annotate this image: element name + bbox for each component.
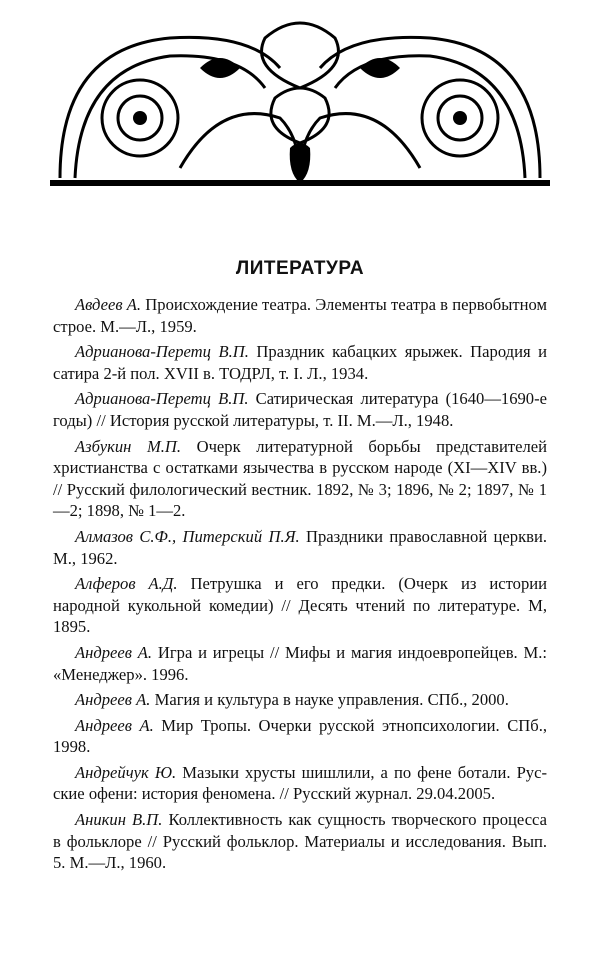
entry-author: Андреев А. (75, 690, 151, 710)
entry-text: Сатирическая литература (1640—1690-е годы) // История русской литературы, т. II. М.—Л., 1948. (53, 389, 547, 430)
entry-author: Адрианова-Перетц В.П. (75, 342, 249, 362)
bibliography-list (53, 294, 547, 878)
bibliography-entry (53, 294, 547, 337)
bibliography-entry (53, 715, 547, 758)
bibliography-entry (53, 341, 547, 384)
entry-text: Мазыки хрусты шишлили, а по фене ботали. Русские офени: история феномена. // Русский журнал. 29.04.2005. (53, 762, 547, 804)
entry-author: Авдеев А. (75, 295, 142, 314)
bibliography-entry (53, 573, 547, 638)
entry-text: Очерк литературной борьбы представителей христианства с остатками язычества в русском народе (XI—XIV вв.) // Русский филологический вестник. 1892, № 3; 1896, № 2; 1897, № 1—2; 1898, № 1—2. (53, 436, 547, 521)
entry-text: Праздник кабацких ярыжек. Пародия и сатира 2-й пол. XVII в. ТОДРЛ, т. I. Л., 1934. (53, 342, 548, 383)
entry-text: Мир Тропы. Очерки русской этнопсихологии. СПб., 1998. (53, 715, 547, 757)
entry-author: Андрейчук Ю. (75, 762, 177, 782)
bibliography-entry (53, 388, 547, 431)
bibliography-entry (53, 762, 547, 805)
bibliography-entry (53, 436, 547, 522)
entry-text: Коллективность как сущность творческого процесса в фольклоре // Русский фольклор. Материалы и исследования. Вып. 5. М.—Л., 1960. (53, 810, 547, 873)
bibliography-entry (53, 809, 547, 874)
entry-text: Петрушка и его предки. (Очерк из истории народной кукольной комедии) // Десять чтений по литературе. М, 1895. (53, 574, 548, 637)
decorative-ornament-header (50, 8, 550, 188)
entry-text: Игра и игрецы // Мифы и магия индоевропейцев. М.: «Менеджер». 1996. (53, 642, 547, 684)
entry-author: Андреев А. (75, 642, 153, 662)
bibliography-entry (53, 642, 547, 685)
entry-author: Алферов А.Д. (75, 574, 178, 594)
page-heading: ЛИТЕРАТУРА (235, 258, 365, 279)
entry-author: Аникин В.П. (75, 810, 163, 830)
entry-author: Алмазов С.Ф., Питерский П.Я. (75, 526, 300, 546)
bibliography-entry (53, 689, 547, 711)
entry-text: Магия и культура в науке управления. СПб., 2000. (150, 690, 509, 710)
entry-author: Андреев А. (75, 715, 154, 735)
entry-text: Происхождение театра. Элементы театра в первобытном строе. М.—Л., 1959. (53, 295, 547, 336)
bibliography-entry (53, 526, 547, 569)
entry-author: Азбукин М.П. (75, 436, 182, 456)
entry-text: Праздники православной церкви. М., 1962. (53, 526, 547, 568)
entry-author: Адрианова-Перетц В.П. (75, 389, 249, 409)
